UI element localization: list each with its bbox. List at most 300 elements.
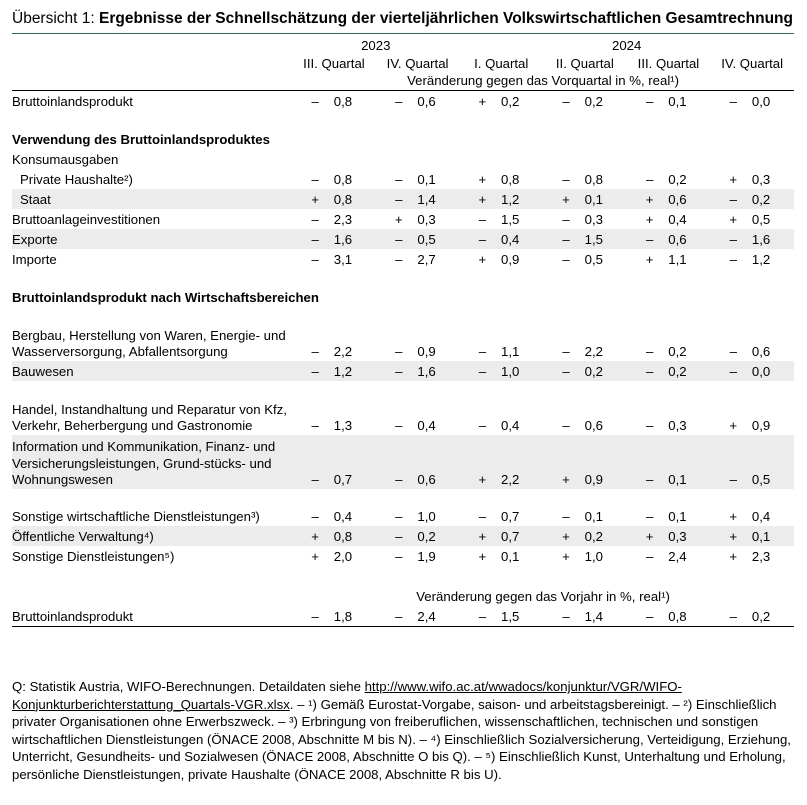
value-cell [543, 189, 627, 209]
value-cell [543, 249, 627, 269]
sign: + [729, 172, 738, 187]
value: 0,0 [751, 364, 771, 379]
sign: – [562, 609, 570, 624]
value-cell [376, 526, 460, 546]
sign: + [478, 472, 487, 487]
value-cell [292, 435, 376, 489]
value: 1,0 [417, 509, 436, 524]
title-text: Ergebnisse der Schnellschätzung der vierteljährlichen Volkswirtschaftlichen Gesamtrechnung [99, 10, 793, 27]
sign: + [478, 549, 487, 564]
sign: + [729, 529, 738, 544]
value-cell [459, 209, 543, 229]
value: 0,4 [333, 509, 353, 524]
value: 1,2 [751, 252, 771, 267]
value-cell [627, 229, 711, 249]
value-cell [627, 435, 711, 489]
value-cell [627, 91, 711, 111]
value-cell [376, 209, 460, 229]
sign: + [311, 192, 319, 207]
sign: – [311, 344, 319, 359]
sign: + [478, 172, 487, 187]
quarter-header: III. Quartal [637, 55, 700, 71]
sign: – [562, 364, 570, 379]
sign: + [311, 549, 319, 564]
row-label: Private Haushalte²) [20, 172, 133, 187]
value-cell [710, 189, 794, 209]
sign: – [729, 364, 737, 379]
value-cell [292, 307, 376, 361]
value: 1,6 [333, 232, 353, 247]
sign: – [562, 252, 570, 267]
sign: – [395, 529, 403, 544]
value: 0,4 [501, 232, 520, 247]
value-cell [376, 381, 460, 435]
value: 0,8 [333, 192, 353, 207]
value: 0,1 [584, 192, 604, 207]
value: 2,2 [333, 344, 353, 359]
value-cell [376, 489, 460, 526]
value: 0,5 [751, 212, 771, 227]
value: 0,3 [668, 529, 687, 544]
value: 0,4 [417, 418, 436, 433]
sign: – [395, 94, 403, 109]
sign: – [645, 509, 654, 524]
value: 1,6 [417, 364, 436, 379]
row-label: Staat [12, 189, 292, 209]
sign: – [729, 94, 737, 109]
row-label: Information und Kommunikation, Finanz- und Versicherungsleistungen, Grund-stücks- und Wohnungswesen [12, 435, 292, 489]
value: 0,3 [668, 418, 687, 433]
value-cell [376, 361, 460, 381]
value: 2,3 [751, 549, 771, 564]
title-prefix: Übersicht 1: [12, 10, 100, 27]
value: 2,3 [333, 212, 353, 227]
value: 1,5 [501, 212, 520, 227]
sign: + [562, 529, 570, 544]
row-label: Konsumausgaben [12, 152, 119, 167]
value-cell [459, 489, 543, 526]
value: 0,8 [333, 94, 353, 109]
value: 0,7 [501, 529, 520, 544]
value-cell [627, 546, 711, 566]
sign: – [311, 472, 319, 487]
sign: – [729, 232, 737, 247]
value: 0,4 [751, 509, 771, 524]
sign: + [645, 252, 654, 267]
row-label: Sonstige wirtschaftliche Dienstleistungen³) [12, 509, 260, 524]
value-cell [543, 307, 627, 361]
sign: + [478, 252, 487, 267]
value: 0,8 [333, 172, 353, 187]
value: 1,0 [501, 364, 520, 379]
sign: – [395, 344, 403, 359]
value-cell [710, 229, 794, 249]
value-cell [627, 209, 711, 229]
sign: – [645, 472, 654, 487]
value: 1,1 [501, 344, 520, 359]
sign: + [478, 94, 487, 109]
sign: – [395, 364, 403, 379]
value-cell [376, 189, 460, 209]
value-cell [543, 169, 627, 189]
sign: – [395, 472, 403, 487]
document [12, 8, 794, 627]
sign: – [311, 509, 319, 524]
value-cell [292, 606, 376, 627]
sign: – [395, 232, 403, 247]
value-cell [459, 307, 543, 361]
row-label: Bruttoinlandsprodukt [12, 94, 133, 109]
value: 1,2 [501, 192, 520, 207]
value-cell [459, 189, 543, 209]
table-row [12, 307, 794, 361]
value: 0,1 [668, 509, 687, 524]
sign: – [645, 549, 654, 564]
value: 0,3 [584, 212, 604, 227]
value-cell [710, 307, 794, 361]
table-row [12, 91, 794, 111]
sign: – [729, 192, 737, 207]
year-2023: 2023 [361, 37, 391, 53]
sign: – [729, 609, 737, 624]
footnote [12, 678, 794, 784]
value-cell [710, 91, 794, 111]
value-cell [459, 229, 543, 249]
value: 0,6 [417, 94, 436, 109]
value-cell [543, 606, 627, 627]
value-cell [710, 526, 794, 546]
value: 1,8 [333, 609, 353, 624]
table-row [12, 489, 794, 526]
sign: – [311, 252, 319, 267]
value: 0,4 [501, 418, 520, 433]
value: 0,4 [668, 212, 687, 227]
sign: + [562, 472, 570, 487]
value: 0,9 [501, 252, 520, 267]
value: 0,6 [668, 192, 687, 207]
value: 0,5 [584, 252, 604, 267]
quarter-header: II. Quartal [555, 55, 614, 71]
value: 1,6 [751, 232, 771, 247]
value-cell [292, 169, 376, 189]
value-cell [543, 435, 627, 489]
value: 2,2 [501, 472, 520, 487]
sign: – [645, 232, 654, 247]
value: 0,1 [501, 549, 520, 564]
value: 1,1 [668, 252, 687, 267]
value-cell [543, 526, 627, 546]
value-cell [459, 526, 543, 546]
page-title [12, 8, 794, 29]
sign: – [729, 344, 737, 359]
sign: – [395, 509, 403, 524]
value-cell [710, 169, 794, 189]
sign: – [562, 509, 570, 524]
sign: – [311, 212, 319, 227]
quarter-header: IV. Quartal [721, 55, 784, 71]
sign: – [645, 94, 654, 109]
value-cell [459, 249, 543, 269]
value: 0,6 [584, 418, 604, 433]
value-cell [376, 307, 460, 361]
value: 0,2 [584, 94, 604, 109]
value-cell [459, 91, 543, 111]
sign: – [562, 94, 570, 109]
value-cell [376, 606, 460, 627]
value-cell [459, 546, 543, 566]
value-cell [710, 209, 794, 229]
value-cell [627, 189, 711, 209]
value-cell [292, 209, 376, 229]
sign: – [645, 344, 654, 359]
value: 1,4 [417, 192, 436, 207]
sign: – [395, 418, 403, 433]
table-row [12, 606, 794, 627]
value-cell [627, 169, 711, 189]
sign: + [478, 529, 487, 544]
sign: – [395, 609, 403, 624]
table-row [12, 229, 794, 249]
value: 0,9 [751, 418, 771, 433]
year-2024: 2024 [612, 37, 642, 53]
sign: – [478, 344, 487, 359]
value: 1,2 [333, 364, 353, 379]
footnote-link[interactable]: http://www.wifo.ac.at/wwadocs/konjunktur/VGR/WIFO-Konjunkturberichterstattung_Quartals-VGR.xlsx [12, 679, 682, 712]
value: 0,9 [417, 344, 436, 359]
value: 0,1 [668, 472, 687, 487]
value: 0,1 [668, 94, 687, 109]
quarter-header: III. Quartal [303, 55, 365, 71]
value-cell [710, 381, 794, 435]
value: 0,9 [584, 472, 604, 487]
sign: + [562, 192, 570, 207]
table-row [12, 361, 794, 381]
sign: – [645, 364, 654, 379]
value-cell [710, 361, 794, 381]
sign: + [729, 509, 738, 524]
value: 1,0 [584, 549, 604, 564]
value-cell [627, 361, 711, 381]
value-cell [459, 361, 543, 381]
sign: – [311, 609, 319, 624]
sign: – [478, 418, 487, 433]
value: 3,1 [333, 252, 353, 267]
value-cell [543, 546, 627, 566]
divider [12, 626, 794, 627]
unit-quarter-label: Veränderung gegen das Vorquartal in %, real¹) [407, 73, 680, 88]
sign: + [645, 212, 654, 227]
value-cell [292, 189, 376, 209]
value: 0,7 [333, 472, 353, 487]
row-label: Öffentliche Verwaltung⁴) [12, 526, 292, 546]
value: 0,6 [751, 344, 771, 359]
value: 0,3 [751, 172, 771, 187]
sign: – [562, 212, 570, 227]
value-cell [710, 435, 794, 489]
sign: + [645, 192, 654, 207]
table-row [12, 546, 794, 566]
value-cell [376, 546, 460, 566]
sign: + [729, 549, 738, 564]
table-row [12, 189, 794, 209]
value: 2,0 [333, 549, 353, 564]
value-cell [710, 489, 794, 526]
value-cell [292, 381, 376, 435]
quarter-header: I. Quartal [474, 55, 529, 71]
value-cell [627, 526, 711, 546]
sign: – [478, 232, 487, 247]
value-cell [459, 169, 543, 189]
sign: + [729, 212, 738, 227]
value: 0,8 [584, 172, 604, 187]
table-row [12, 169, 794, 189]
table-row [12, 526, 794, 546]
row-label: Bruttoanlageinvestitionen [12, 212, 161, 227]
value-cell [710, 249, 794, 269]
value: 1,5 [584, 232, 604, 247]
row-label: Bruttoinlandsprodukt [12, 609, 133, 624]
value-cell [292, 489, 376, 526]
value: 2,7 [417, 252, 436, 267]
sign: – [395, 549, 403, 564]
value: 2,2 [584, 344, 604, 359]
row-label: Handel, Instandhaltung und Reparatur von Kfz, Verkehr, Beherbergung und Gastronomie [12, 401, 287, 433]
value: 2,4 [417, 609, 436, 624]
value-cell [710, 546, 794, 566]
footnote-source: Q: Statistik Austria, WIFO-Berechnungen. Detaildaten siehe [12, 679, 365, 694]
sign: – [311, 172, 319, 187]
value: 0,2 [751, 192, 771, 207]
sign: – [729, 472, 737, 487]
sign: – [311, 418, 319, 433]
value: 0,6 [417, 472, 436, 487]
sign: – [395, 192, 403, 207]
sign: – [478, 212, 487, 227]
sign: + [645, 529, 654, 544]
sign: – [562, 344, 570, 359]
value-cell [627, 307, 711, 361]
section-heading: Bruttoinlandsprodukt nach Wirtschaftsbereichen [12, 290, 319, 305]
table-row [12, 249, 794, 269]
value: 0,2 [584, 364, 604, 379]
row-label: Exporte [12, 229, 292, 249]
sign: – [729, 252, 737, 267]
sign: – [478, 509, 487, 524]
sign: – [395, 172, 403, 187]
value: 0,2 [501, 94, 520, 109]
sign: – [645, 418, 654, 433]
value-cell [292, 229, 376, 249]
value: 0,8 [333, 529, 353, 544]
value: 0,1 [751, 529, 771, 544]
table-row [12, 381, 794, 435]
sign: – [395, 252, 403, 267]
sign: + [311, 529, 319, 544]
value-cell [376, 435, 460, 489]
value: 0,1 [417, 172, 436, 187]
value-cell [376, 91, 460, 111]
sign: – [311, 232, 319, 247]
value-cell [292, 546, 376, 566]
sign: + [394, 212, 403, 227]
value-cell [627, 381, 711, 435]
value: 0,2 [751, 609, 771, 624]
value: 1,9 [417, 549, 436, 564]
sign: – [645, 609, 654, 624]
value-cell [459, 381, 543, 435]
value-cell [292, 91, 376, 111]
sign: – [562, 418, 570, 433]
sign: + [478, 192, 487, 207]
value: 0,2 [584, 529, 604, 544]
sign: – [311, 364, 319, 379]
row-label: Sonstige Dienstleistungen⁵) [12, 549, 175, 564]
value: 0,8 [501, 172, 520, 187]
value-cell [376, 169, 460, 189]
value-cell [627, 489, 711, 526]
value: 0,3 [417, 212, 436, 227]
value: 2,4 [668, 549, 687, 564]
footnote-text: . – ¹) Gemäß Eurostat-Vorgabe, saison- und arbeitstagsbereinigt. – ²) Einschließlich privater Organisationen ohne Erwerbszweck. – ³) Erbringung von freiberuflichen, wissenschaftlichen, technischen und sonstigen wirtschaftlichen Dienstleistungen (ÖNACE 2008, Abschnitte M bis N). – ⁴) Einschließlich Sozialversicherung, Verteidigung, Erziehung, Unterricht, Gesundheits- und Sozialwesen (ÖNACE 2008, Abschnitte O bis Q). – ⁵) Einschließlich Kunst, Unterhaltung und Erholung, persönliche Dienstleistungen, private Haushalte (ÖNACE 2008, Abschnitte R bis U). [12, 696, 791, 782]
value: 1,4 [584, 609, 604, 624]
sign: + [562, 549, 570, 564]
value-cell [376, 249, 460, 269]
value-cell [543, 489, 627, 526]
sign: – [478, 364, 487, 379]
value: 0,5 [417, 232, 436, 247]
value-cell [292, 249, 376, 269]
table-row [12, 435, 794, 489]
row-label: Importe [12, 252, 57, 267]
value-cell [710, 606, 794, 627]
value: 1,3 [333, 418, 353, 433]
value: 0,1 [584, 509, 604, 524]
sign: – [478, 609, 487, 624]
value: 0,8 [668, 609, 687, 624]
value-cell [459, 606, 543, 627]
value-cell [376, 229, 460, 249]
value-cell [543, 361, 627, 381]
value-cell [543, 381, 627, 435]
value: 0,2 [668, 172, 687, 187]
value-cell [543, 209, 627, 229]
value-cell [543, 91, 627, 111]
results-table [12, 34, 794, 627]
value-cell [543, 229, 627, 249]
value-cell [292, 526, 376, 546]
value: 0,0 [751, 94, 771, 109]
sign: – [311, 94, 319, 109]
value: 0,7 [501, 509, 520, 524]
row-label: Bergbau, Herstellung von Waren, Energie- und Wasserversorgung, Abfallentsorgung [12, 327, 286, 359]
value-cell [459, 435, 543, 489]
value-cell [292, 361, 376, 381]
quarter-header: IV. Quartal [386, 55, 449, 71]
sign: – [645, 172, 654, 187]
sign: – [562, 232, 570, 247]
value: 0,6 [668, 232, 687, 247]
value: 0,2 [668, 364, 687, 379]
sign: + [729, 418, 738, 433]
value: 0,2 [417, 529, 436, 544]
sign: – [562, 172, 570, 187]
value: 1,5 [501, 609, 520, 624]
section-heading: Verwendung des Bruttoinlandsproduktes [12, 132, 270, 147]
value-cell [627, 606, 711, 627]
table-row [12, 209, 794, 229]
row-label: Bauwesen [12, 361, 292, 381]
value: 0,2 [668, 344, 687, 359]
